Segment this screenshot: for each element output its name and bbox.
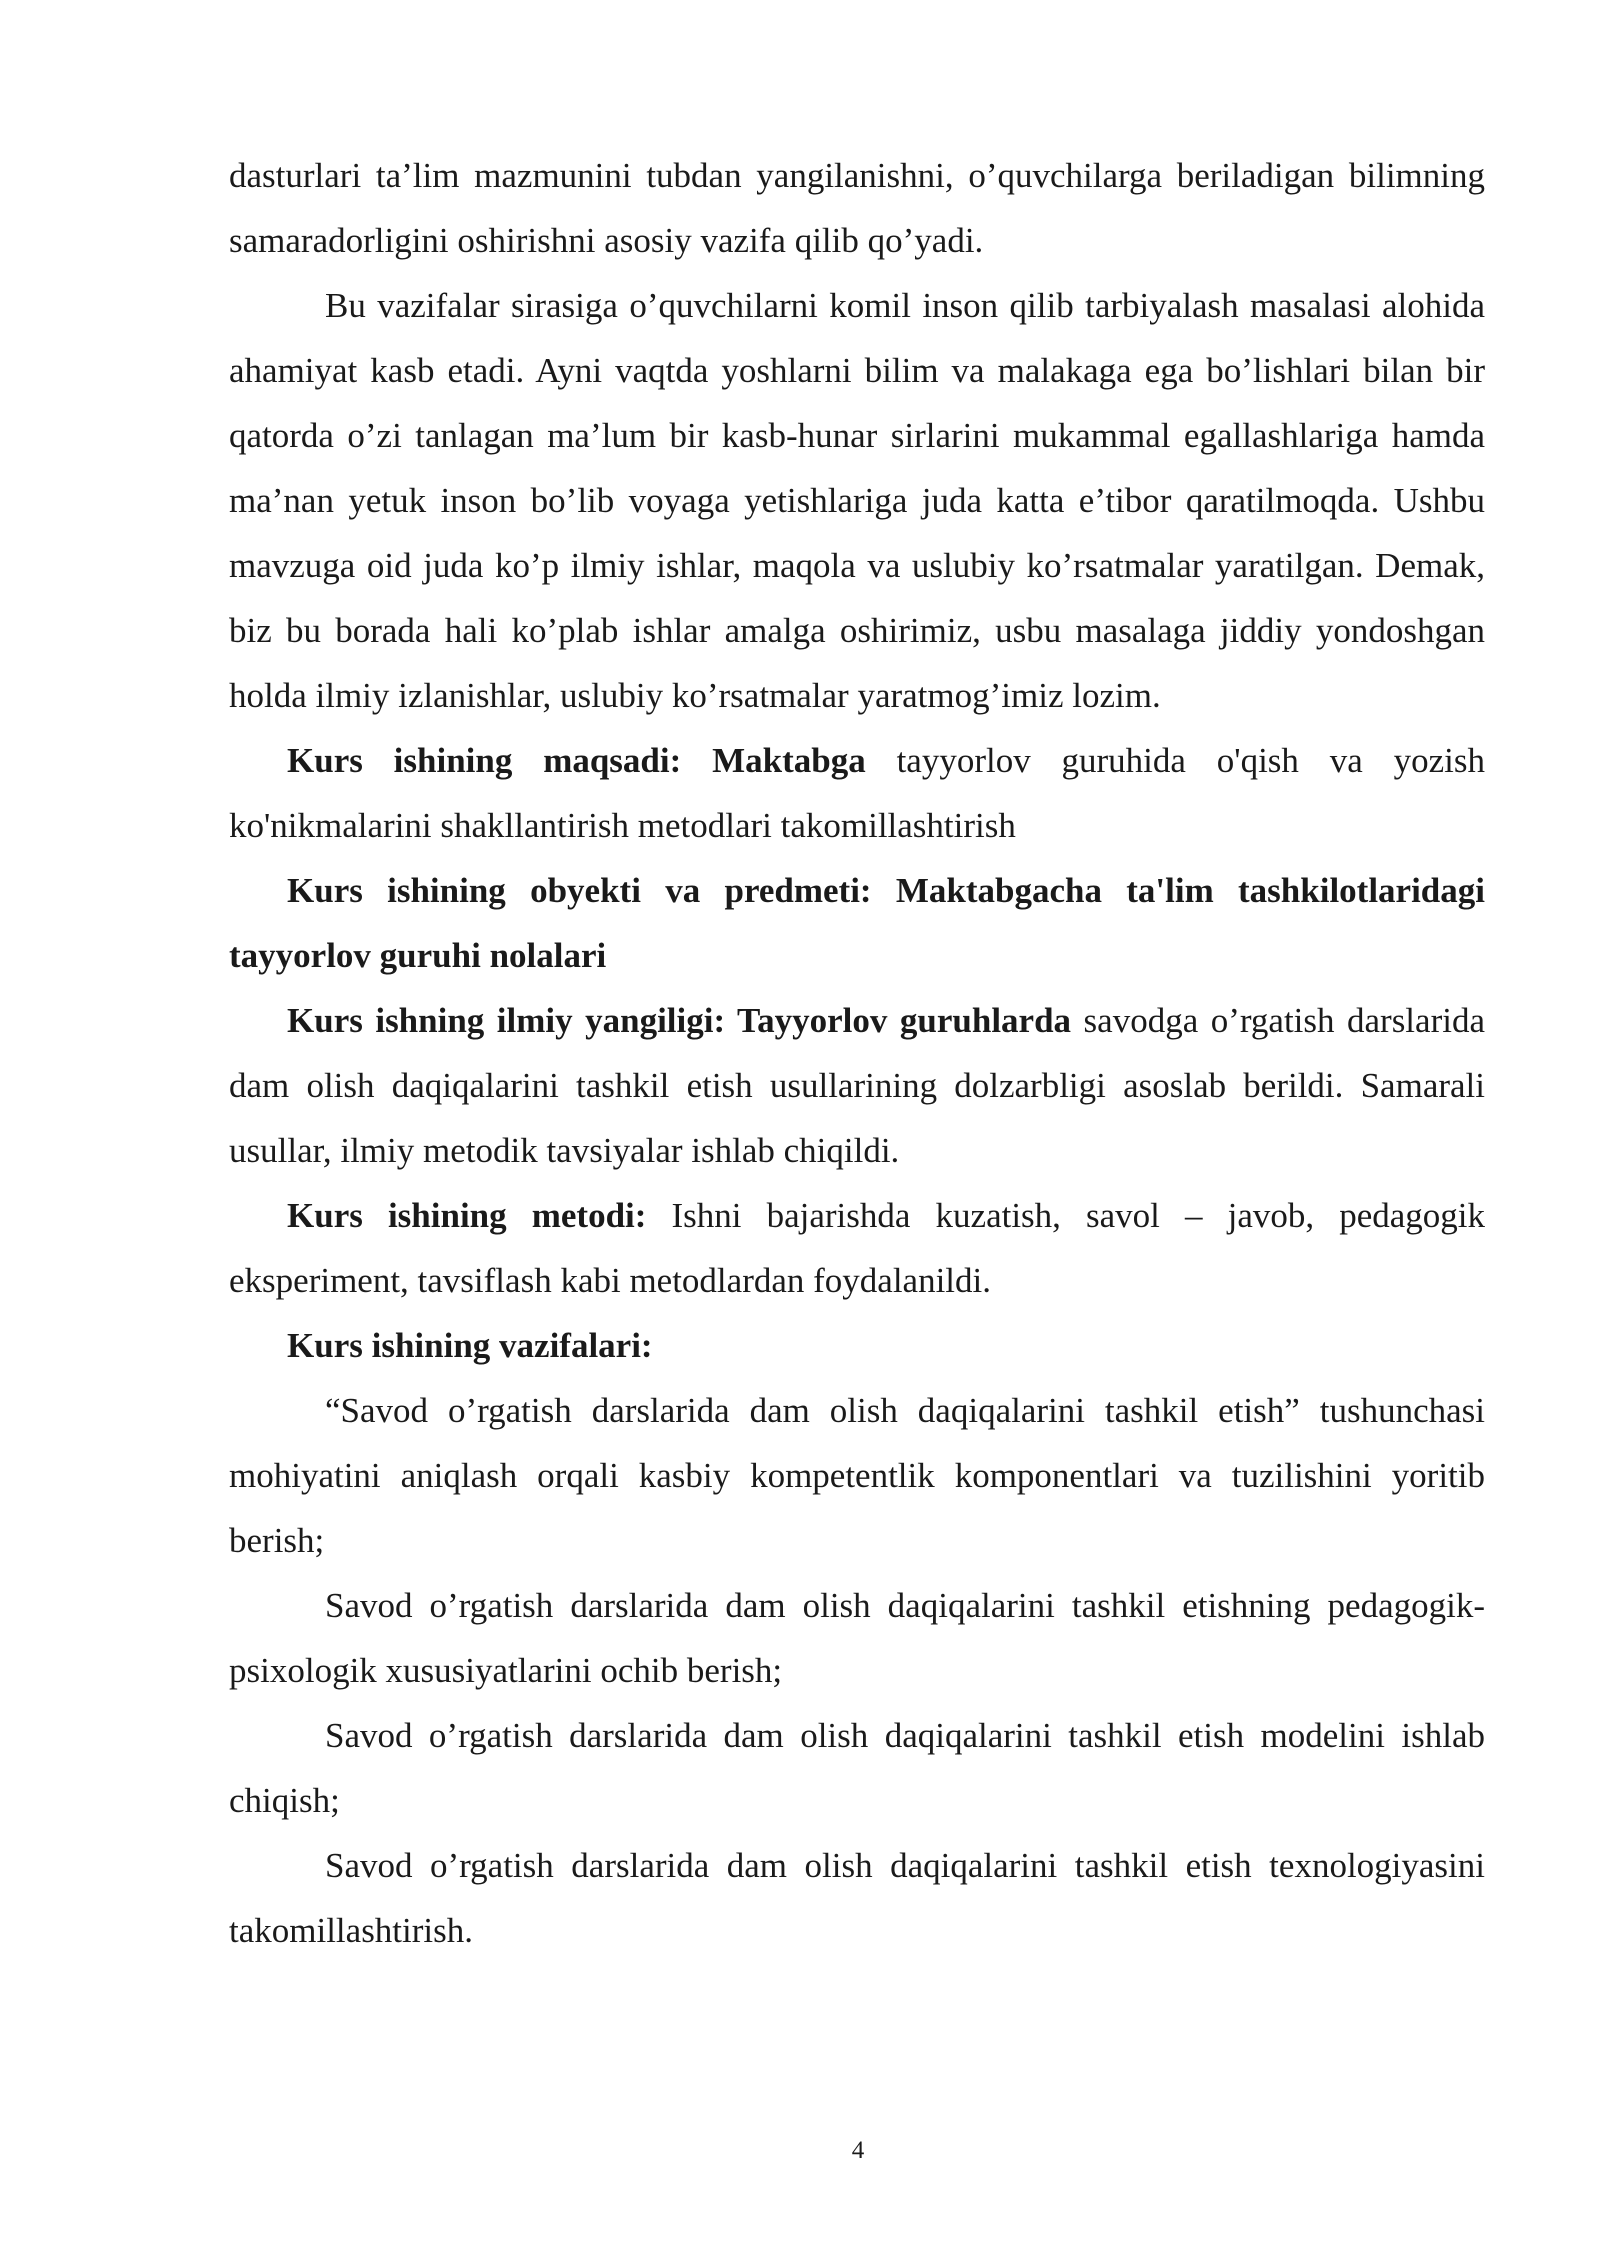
page-number: 4: [851, 2137, 865, 2164]
tasks-heading: Kurs ishining vazifalari:: [287, 1326, 653, 1365]
method-label: Kurs ishining metodi:: [287, 1196, 647, 1235]
paragraph-object: Kurs ishining obyekti va predmeti: Maktabgacha ta'lim tashkilotlaridagi tayyorlov guruhi nolalari: [229, 871, 1485, 975]
paragraph-goal: [229, 728, 1485, 858]
task-item-2: Savod o’rgatish darslarida dam olish daqiqalarini tashkil etishning pedagogik-psixologik xususiyatlarini ochib berish;: [229, 1586, 1485, 1690]
method-text: Ishni bajarishda kuzatish, savol – javob, pedagogik eksperiment, tavsiflash kabi metodlardan foydalanildi.: [229, 1196, 1485, 1300]
novelty-text: savodga o’rgatish darslarida dam olish daqiqalarini tashkil etish usullarining dolzarbligi asoslab berildi. Samarali usullar, ilmiy metodik tavsiyalar ishlab chiqildi.: [229, 1001, 1485, 1170]
paragraph-tasks-context: Bu vazifalar sirasiga o’quvchilarni komil inson qilib tarbiyalash masalasi alohida ahamiyat kasb etadi. Ayni vaqtda yoshlarni bilim va malakaga ega bo’lishlari bilan bir qatorda o’zi tanlagan ma’lum bir kasb-hunar sirlarini mukammal egallashlariga hamda ma’nan yetuk inson bo’lib voyaga yetishlariga juda katta e’tibor qaratilmoqda. Ushbu mavzuga oid juda ko’p ilmiy ishlar, maqola va uslubiy ko’rsatmalar yaratilgan. Demak, biz bu borada hali ko’plab ishlar amalga oshirimiz, usbu masalaga jiddiy yondoshgan holda ilmiy izlanishlar, uslubiy ko’rsatmalar yaratmog’imiz lozim.: [229, 286, 1485, 715]
task-item-4: Savod o’rgatish darslarida dam olish daqiqalarini tashkil etish texnologiyasini takomillashtirish.: [229, 1846, 1485, 1950]
document-body: [229, 143, 1485, 1963]
goal-label: Kurs ishining maqsadi: Maktabga: [287, 741, 866, 780]
task-item-1: “Savod o’rgatish darslarida dam olish daqiqalarini tashkil etish” tushunchasi mohiyatini aniqlash orqali kasbiy kompetentlik komponentlari va tuzilishini yoritib berish;: [229, 1391, 1485, 1560]
paragraph-intro-continuation: dasturlari ta’lim mazmunini tubdan yangilanishni, o’quvchilarga beriladigan bilimning samaradorligini oshirishni asosiy vazifa qilib qo’yadi.: [229, 156, 1485, 260]
paragraph-novelty: [229, 988, 1485, 1183]
novelty-label: Kurs ishning ilmiy yangiligi: Tayyorlov guruhlarda: [287, 1001, 1072, 1040]
task-item-3: Savod o’rgatish darslarida dam olish daqiqalarini tashkil etish modelini ishlab chiqish;: [229, 1716, 1485, 1820]
goal-text: tayyorlov guruhida o'qish va yozish ko'nikmalarini shakllantirish metodlari takomillashtirish: [229, 741, 1485, 845]
paragraph-method: [229, 1183, 1485, 1313]
